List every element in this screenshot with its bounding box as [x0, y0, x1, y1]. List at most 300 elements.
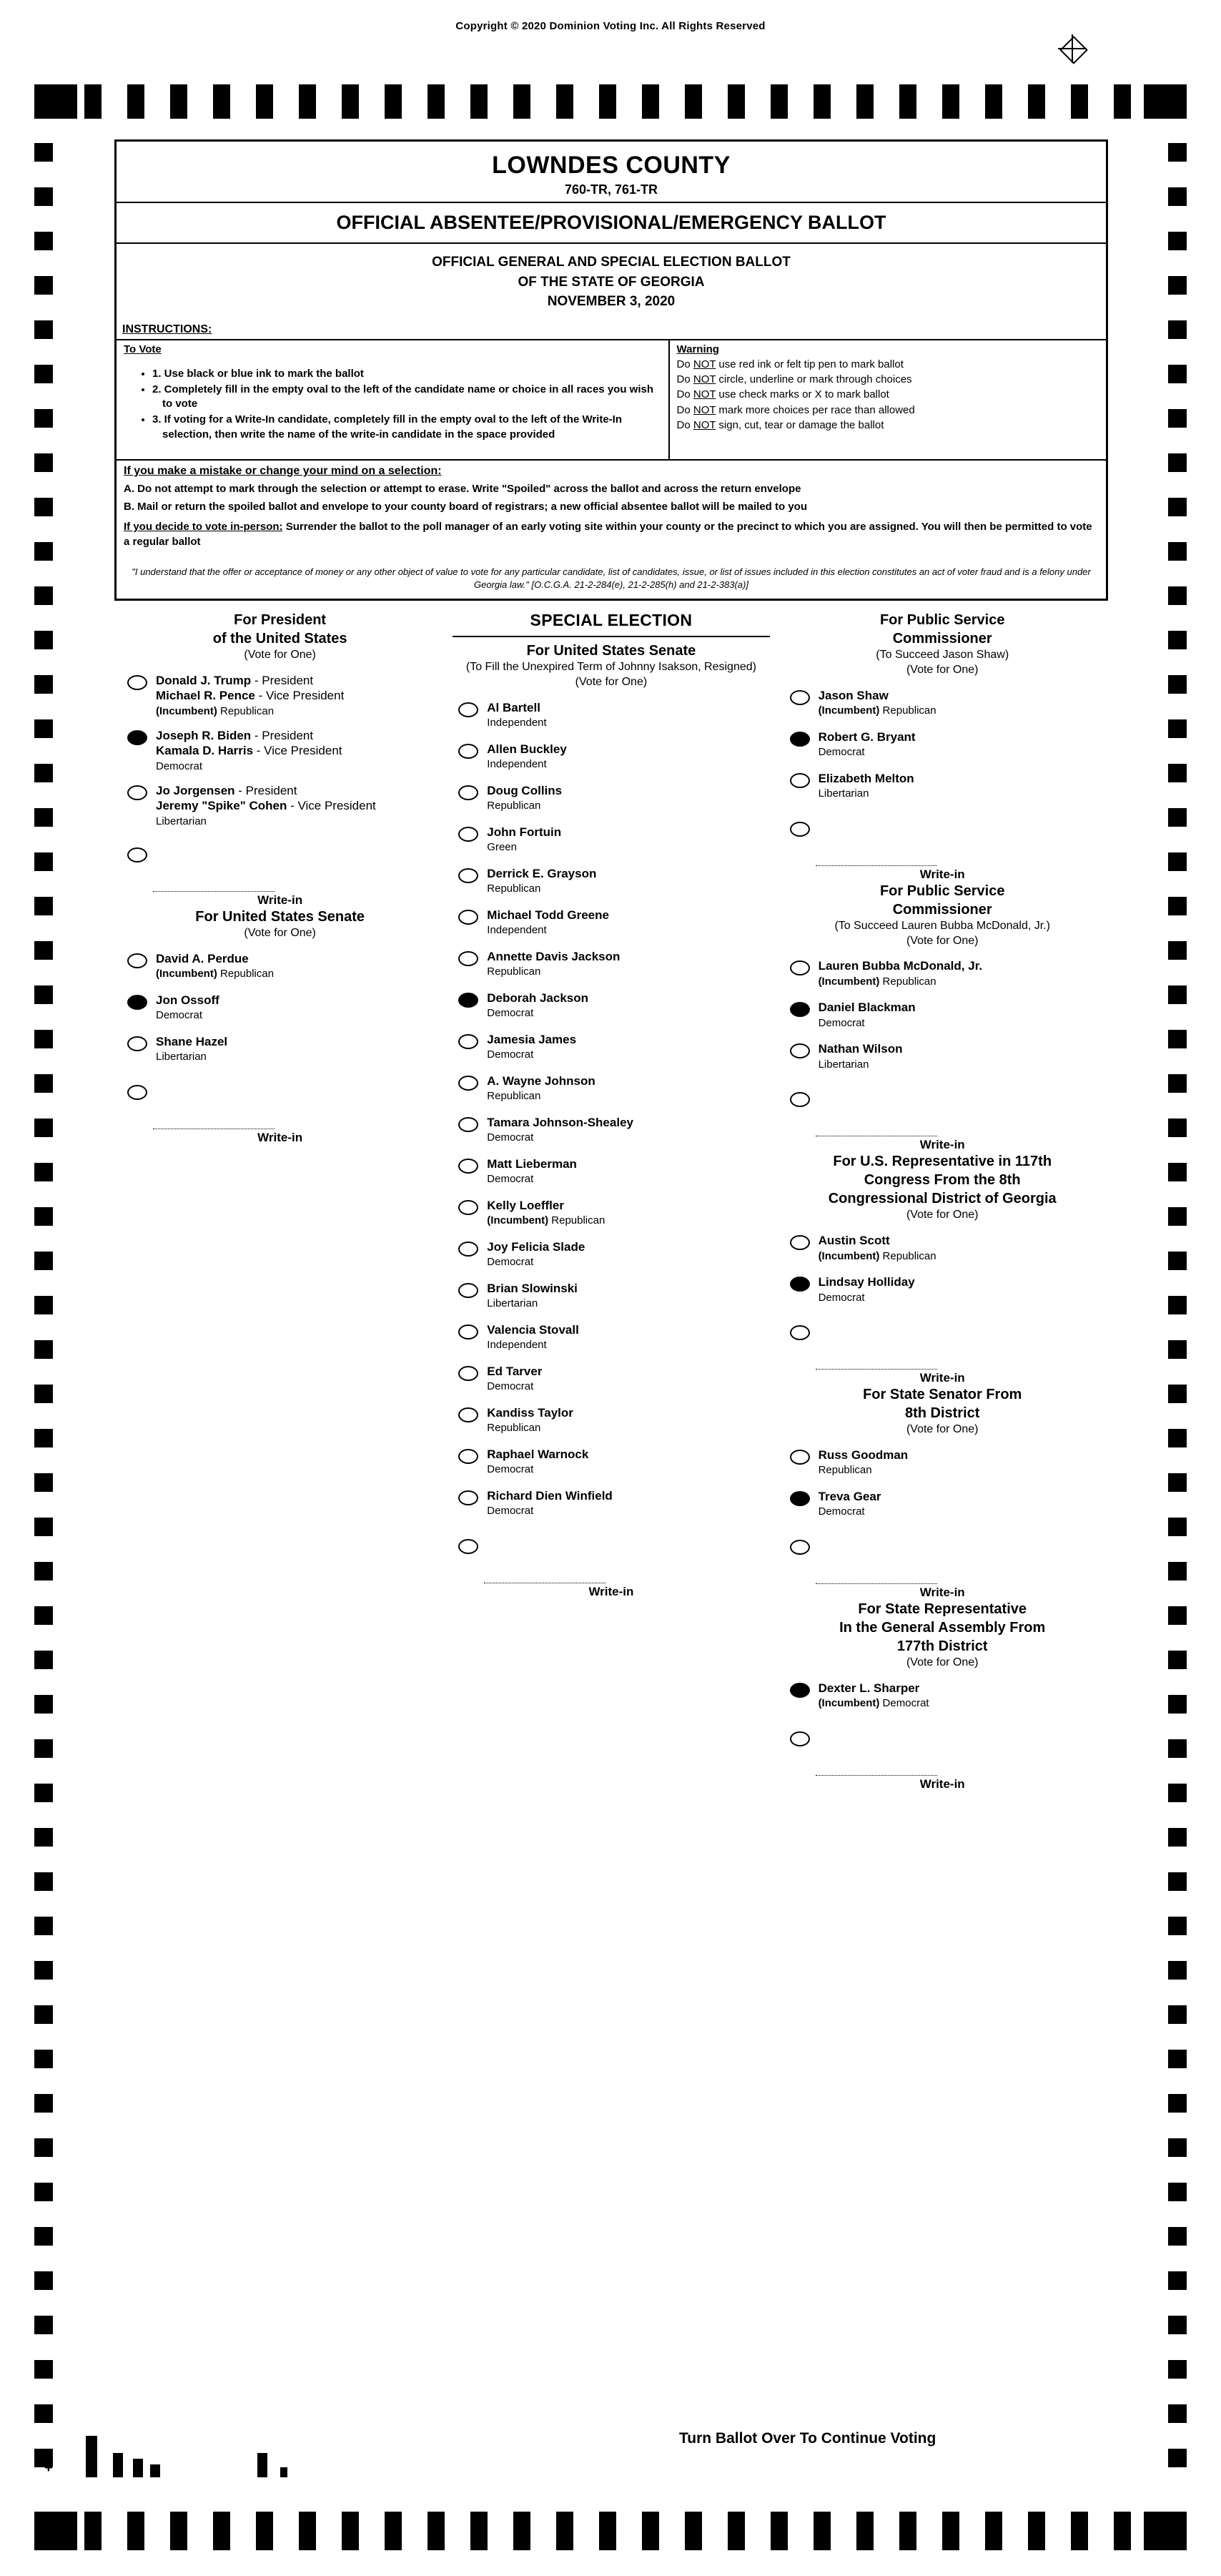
vote-oval[interactable] [458, 1407, 478, 1422]
candidate-option[interactable] [458, 898, 776, 939]
write-in-row[interactable] [790, 1313, 1108, 1355]
timing-mark [1168, 1784, 1187, 1802]
vote-oval[interactable] [790, 960, 810, 975]
candidate-party: Democrat [487, 1007, 534, 1020]
vote-oval[interactable] [458, 1034, 478, 1049]
candidate-party: Democrat [818, 1016, 865, 1029]
timing-mark [1168, 2050, 1187, 2068]
registration-mark-icon [1058, 34, 1087, 63]
vote-oval-filled[interactable] [790, 1491, 810, 1506]
write-in-label: Write-in [919, 1371, 965, 1385]
candidate-option[interactable] [790, 1264, 1108, 1306]
candidate-option[interactable] [127, 663, 445, 718]
candidate-party: Republican [818, 1464, 872, 1477]
timing-mark [728, 84, 745, 119]
candidate-name: Treva Gear [818, 1490, 881, 1504]
candidate-info [487, 1447, 588, 1477]
candidate-name: Lindsay Holliday [818, 1275, 915, 1289]
candidate-party: Democrat [156, 759, 203, 772]
candidate-option[interactable] [458, 1312, 776, 1354]
candidate-name: Dexter L. Sharper [818, 1681, 920, 1695]
write-in-row[interactable] [790, 1528, 1108, 1569]
write-in-row[interactable] [458, 1527, 776, 1568]
timing-mark [34, 1429, 53, 1447]
timing-mark [34, 1784, 53, 1802]
write-in-oval[interactable] [127, 847, 147, 862]
contest-header [784, 1600, 1101, 1671]
candidate-option[interactable] [458, 939, 776, 980]
candidate-name: Matt Lieberman [487, 1156, 577, 1171]
timing-mark [34, 985, 53, 1004]
timing-mark [34, 1606, 53, 1625]
timing-mark [34, 1030, 53, 1048]
vote-oval[interactable] [127, 785, 147, 800]
timing-mark [34, 941, 53, 960]
timing-mark [728, 2512, 745, 2550]
ballot-column-2 [445, 611, 776, 1791]
candidate-party: Democrat [487, 1463, 534, 1476]
to-vote-item-2: • 3. If voting for a Write-In candidate, completely fill in the empty oval to the left of the Write-In selection, then write the name of the write-in candidate in the space provided [152, 413, 661, 442]
timing-mark [1168, 631, 1187, 649]
write-in-input[interactable] [153, 1119, 275, 1129]
candidate-name: Ed Tarver [487, 1364, 543, 1378]
timing-mark [1168, 2227, 1187, 2246]
candidate-option[interactable] [458, 1354, 776, 1395]
contest-title: For State Senator From 8th District [863, 1387, 1022, 1422]
candidate-option[interactable] [127, 1024, 445, 1066]
timing-mark [34, 1074, 53, 1093]
candidate-info [819, 1000, 916, 1030]
timing-mark [34, 187, 53, 206]
timing-mark [427, 2512, 445, 2550]
candidate-option[interactable] [458, 1105, 776, 1146]
timing-mark [34, 2404, 53, 2423]
write-in-option[interactable] [777, 810, 1108, 882]
contest-header [122, 908, 438, 941]
candidate-party: Democrat [487, 1256, 534, 1269]
timing-mark [34, 2138, 53, 2157]
vote-oval[interactable] [127, 1036, 147, 1051]
candidate-info [156, 1034, 227, 1064]
contest-header [784, 611, 1101, 678]
write-in-input[interactable] [153, 881, 275, 892]
timing-mark [1168, 852, 1187, 871]
candidate-info [487, 1156, 577, 1186]
timing-mark [34, 1562, 53, 1580]
timing-mark [942, 2512, 959, 2550]
candidate-party: Independent [487, 924, 547, 937]
contest-instruction: (Vote for One) [244, 927, 316, 940]
timing-mark [34, 719, 53, 738]
vote-oval[interactable] [127, 675, 147, 690]
timing-mark [34, 1252, 53, 1270]
contest-title: For Public Service Commissioner [879, 883, 1005, 918]
write-in-option[interactable] [445, 1527, 776, 1599]
timing-mark [299, 2512, 316, 2550]
candidate-party: Democrat [818, 1291, 865, 1304]
contest-header [122, 611, 438, 663]
timing-mark [1168, 187, 1187, 206]
vote-oval-filled[interactable] [790, 732, 810, 747]
candidate-option[interactable] [458, 1395, 776, 1437]
write-in-label: Write-in [588, 1584, 634, 1598]
candidate-option[interactable] [458, 1271, 776, 1312]
candidate-name: David A. Perdue [156, 951, 249, 965]
timing-mark [1168, 409, 1187, 428]
candidate-option[interactable] [458, 856, 776, 898]
timing-mark [127, 84, 144, 119]
candidate-info [819, 1041, 903, 1071]
timing-mark [34, 1917, 53, 1935]
timing-mark [1168, 2316, 1187, 2334]
timing-mark [556, 2512, 573, 2550]
ballot-id-mark [133, 2459, 143, 2477]
timing-mark [34, 409, 53, 428]
to-vote-item-0: • 1. Use black or blue ink to mark the ballot [152, 367, 661, 381]
vote-oval[interactable] [127, 953, 147, 968]
contest-header [784, 1385, 1101, 1437]
timing-mark [1168, 985, 1187, 1004]
vote-oval[interactable] [458, 868, 478, 883]
vote-oval[interactable] [458, 744, 478, 759]
ballot-column-3 [777, 611, 1108, 1791]
write-in-oval[interactable] [458, 1539, 478, 1554]
vote-oval[interactable] [458, 1200, 478, 1215]
candidate-option[interactable] [790, 1671, 1108, 1712]
timing-mark [256, 84, 273, 119]
candidate-option[interactable] [790, 1223, 1108, 1264]
timing-mark [34, 1207, 53, 1226]
candidate-name: Brian Slowinski [487, 1281, 578, 1295]
vote-oval[interactable] [458, 1159, 478, 1174]
timing-mark [34, 1119, 53, 1137]
timing-mark [685, 2512, 702, 2550]
timing-mark [34, 1695, 53, 1714]
vote-oval[interactable] [458, 702, 478, 717]
candidate-name: Al Bartell [487, 700, 540, 714]
vote-oval[interactable] [458, 1076, 478, 1091]
timing-mark [34, 852, 53, 871]
contest-title: For United States Senate [195, 909, 365, 925]
write-in-option[interactable] [114, 835, 445, 908]
timing-mark [34, 2183, 53, 2201]
timing-mark [1157, 84, 1174, 119]
candidate-option[interactable] [458, 1146, 776, 1188]
timing-mark [1168, 232, 1187, 250]
vote-oval-filled[interactable] [127, 995, 147, 1010]
candidate-party: Libertarian [487, 1297, 538, 1310]
write-in-oval[interactable] [790, 1731, 810, 1746]
timing-mark [1071, 84, 1088, 119]
candidate-name: Russ Goodman [818, 1448, 909, 1462]
candidate-option[interactable] [458, 1229, 776, 1271]
candidate-name: Kandiss Taylor [487, 1405, 573, 1420]
candidate-info [487, 1032, 576, 1062]
timing-mark [34, 1739, 53, 1758]
write-in-row[interactable] [790, 1080, 1108, 1121]
vote-oval[interactable] [458, 1242, 478, 1257]
candidate-option[interactable] [790, 719, 1108, 761]
warning-box [670, 340, 1106, 459]
candidate-info [487, 1239, 585, 1269]
timing-mark [1168, 808, 1187, 827]
candidate-option[interactable] [458, 1022, 776, 1063]
timing-mark [34, 2316, 53, 2334]
vote-oval[interactable] [458, 785, 478, 800]
candidate-party: Libertarian [818, 787, 869, 800]
write-in-option[interactable] [114, 1073, 445, 1145]
candidate-party: Independent [487, 758, 547, 771]
write-in-input[interactable] [816, 1359, 937, 1370]
candidate-party: (Incumbent) Republican [156, 968, 275, 980]
vote-oval[interactable] [458, 1324, 478, 1339]
timing-mark [34, 1872, 53, 1891]
contest-columns [114, 611, 1108, 1791]
candidate-name: John Fortuin [487, 825, 562, 839]
timing-mark [34, 320, 53, 339]
county-name: LOWNDES COUNTY [492, 152, 731, 179]
timing-mark [34, 586, 53, 605]
candidate-option[interactable] [790, 761, 1108, 802]
candidate-name: Valencia Stovall [487, 1322, 579, 1337]
write-in-label: Write-in [919, 1776, 965, 1791]
timing-mark [427, 84, 445, 119]
vote-oval-filled[interactable] [127, 730, 147, 745]
timing-mark [856, 2512, 874, 2550]
timing-mark [599, 2512, 616, 2550]
write-in-oval[interactable] [790, 1325, 810, 1340]
candidate-option[interactable] [790, 948, 1108, 990]
candidate-option[interactable] [790, 678, 1108, 719]
write-in-option[interactable] [777, 1719, 1108, 1791]
candidate-option[interactable] [458, 980, 776, 1022]
candidate-option[interactable] [458, 815, 776, 856]
candidate-name: Kelly Loeffler [487, 1198, 564, 1212]
candidate-name: Donald J. Trump - President [156, 674, 314, 688]
write-in-option[interactable] [777, 1528, 1108, 1600]
mistake-option-b: B. Mail or return the spoiled ballot and envelope to your county board of registrars; a new official absentee ballot will be mailed to you [124, 501, 807, 513]
write-in-input[interactable] [816, 1573, 937, 1584]
candidate-option[interactable] [458, 732, 776, 773]
timing-mark [34, 675, 53, 694]
timing-mark [34, 1828, 53, 1847]
write-in-oval[interactable] [127, 1085, 147, 1100]
candidate-name: Jason Shaw [818, 688, 889, 702]
warning-list [677, 357, 1099, 433]
write-in-row[interactable] [127, 835, 445, 877]
vote-oval[interactable] [790, 1235, 810, 1250]
candidate-info [487, 783, 562, 813]
contest-title: For President of the United States [212, 612, 347, 647]
write-in-label: Write-in [919, 1138, 965, 1152]
candidate-name: Allen Buckley [487, 742, 567, 756]
candidate-party: Independent [487, 717, 547, 729]
candidate-name: Raphael Warnock [487, 1447, 589, 1461]
candidate-party: (Incumbent) Democrat [818, 1697, 929, 1710]
candidate-info [487, 990, 588, 1021]
timing-mark [1168, 2360, 1187, 2379]
candidate-party: (Incumbent) Republican [818, 704, 936, 717]
timing-mark [34, 1961, 53, 1980]
candidate-name: Michael Todd Greene [487, 908, 609, 922]
timing-mark [1168, 1562, 1187, 1580]
candidate-option[interactable] [127, 718, 445, 773]
candidate-info [819, 688, 936, 718]
ballot-id-mark [113, 2453, 123, 2477]
vote-oval-filled[interactable] [458, 993, 478, 1008]
timing-mark [1114, 2512, 1131, 2550]
candidate-info [819, 1681, 929, 1711]
vote-oval-filled[interactable] [790, 1277, 810, 1292]
write-in-oval[interactable] [790, 822, 810, 837]
timing-mark [34, 764, 53, 782]
timing-mark [1168, 1385, 1187, 1403]
candidate-info [819, 1489, 881, 1519]
candidate-option[interactable] [458, 1437, 776, 1478]
candidate-option[interactable] [127, 941, 445, 983]
candidate-party: Green [487, 841, 517, 854]
timing-mark [34, 897, 53, 915]
write-in-oval[interactable] [790, 1540, 810, 1555]
candidate-option[interactable] [127, 983, 445, 1024]
candidate-option[interactable] [458, 1188, 776, 1229]
timing-mark [34, 453, 53, 472]
candidate-info [819, 1233, 936, 1263]
ballot-content [114, 139, 1108, 1791]
timing-mark [1168, 1917, 1187, 1935]
timing-mark [34, 1340, 53, 1359]
write-in-option[interactable] [777, 1080, 1108, 1152]
write-in-option[interactable] [777, 1313, 1108, 1385]
candidate-option[interactable] [790, 990, 1108, 1031]
in-person-text: Surrender the ballot to the poll manager of an early voting site within your county or the precinct to which you are assigned. You will then be permitted to vote a regular ballot [124, 521, 1092, 548]
vote-oval[interactable] [790, 773, 810, 788]
timing-mark [1168, 1739, 1187, 1758]
mistake-title: If you make a mistake or change your mind on a selection: [124, 464, 442, 477]
vote-oval[interactable] [458, 1449, 478, 1464]
timing-mark [34, 542, 53, 561]
timing-mark [1168, 586, 1187, 605]
candidate-option[interactable] [790, 1031, 1108, 1073]
contest-instruction: (Vote for One) [906, 1656, 979, 1669]
candidate-info [819, 771, 914, 801]
write-in-row[interactable] [790, 810, 1108, 851]
candidate-name: Joy Felicia Slade [487, 1239, 585, 1254]
timing-mark [1168, 2404, 1187, 2423]
write-in-input[interactable] [816, 1126, 937, 1136]
write-in-oval[interactable] [790, 1092, 810, 1107]
candidate-option[interactable] [458, 1478, 776, 1520]
contest-title: For State Representative In the General Assembly From 177th District [839, 1601, 1046, 1655]
ballot-subtitle-line1: OFFICIAL GENERAL AND SPECIAL ELECTION BALLOT [432, 255, 791, 270]
candidate-option[interactable] [790, 1437, 1108, 1479]
timing-marks-left [34, 143, 53, 2493]
contest-instruction: (Vote for One) [906, 1423, 979, 1436]
timing-mark [256, 2512, 273, 2550]
ballot-subtitle [117, 244, 1106, 320]
candidate-name: Tamara Johnson-Shealey [487, 1115, 633, 1129]
write-in-input[interactable] [484, 1573, 605, 1583]
timing-mark [34, 631, 53, 649]
write-in-input[interactable] [816, 855, 937, 866]
write-in-row[interactable] [790, 1719, 1108, 1761]
vote-oval[interactable] [790, 1043, 810, 1058]
timing-mark [856, 84, 874, 119]
candidate-info [487, 825, 561, 855]
timing-mark [299, 84, 316, 119]
vote-oval[interactable] [458, 1490, 478, 1505]
candidate-info [487, 1073, 595, 1103]
candidate-info [819, 958, 983, 988]
vote-oval[interactable] [458, 1366, 478, 1381]
timing-mark [599, 84, 616, 119]
mistake-option-a: A. Do not attempt to mark through the selection or attempt to erase. Write "Spoiled" across the ballot and across the return envelope [124, 482, 801, 495]
timing-mark [1168, 1119, 1187, 1137]
contest-instruction: (Vote for One) [906, 1209, 979, 1221]
timing-mark [899, 2512, 916, 2550]
candidate-info [156, 673, 344, 718]
special-election-heading: SPECIAL ELECTION [530, 611, 693, 630]
candidate-info [487, 1488, 613, 1518]
timing-mark [1168, 1695, 1187, 1714]
timing-mark [342, 2512, 359, 2550]
vote-oval[interactable] [790, 1450, 810, 1465]
candidate-option[interactable] [127, 773, 445, 828]
write-in-input[interactable] [816, 1765, 937, 1776]
timing-mark [470, 2512, 488, 2550]
county-header [117, 142, 1106, 202]
candidate-option[interactable] [458, 1063, 776, 1105]
write-in-row[interactable] [127, 1073, 445, 1114]
vote-oval[interactable] [458, 910, 478, 925]
timing-mark [34, 1518, 53, 1536]
running-mate-name: Kamala D. Harris - Vice President [156, 744, 342, 758]
candidate-party: (Incumbent) Republican [818, 1249, 936, 1262]
timing-mark [34, 808, 53, 827]
warning-item-0: Do NOT use red ink or felt tip pen to mark ballot [676, 358, 904, 370]
timing-mark [1168, 2449, 1187, 2467]
candidate-info [487, 742, 567, 772]
timing-mark [1168, 498, 1187, 516]
candidate-option[interactable] [790, 1479, 1108, 1520]
timing-mark [1168, 276, 1187, 295]
warning-item-2: Do NOT use check marks or X to mark ballot [676, 388, 889, 401]
vote-oval[interactable] [458, 951, 478, 966]
vote-oval[interactable] [458, 1117, 478, 1132]
contest-title: For Public Service Commissioner [879, 612, 1005, 647]
timing-mark [385, 84, 402, 119]
candidate-info [487, 908, 609, 938]
candidate-party: Libertarian [818, 1058, 869, 1071]
candidate-info [487, 1405, 573, 1435]
vote-oval-filled[interactable] [790, 1002, 810, 1017]
vote-oval[interactable] [458, 1283, 478, 1298]
timing-mark [34, 498, 53, 516]
timing-mark [1168, 675, 1187, 694]
timing-mark [1168, 1429, 1187, 1447]
to-vote-box [117, 340, 670, 459]
vote-oval[interactable] [458, 827, 478, 842]
timing-mark [1168, 320, 1187, 339]
write-in-label: Write-in [257, 893, 303, 908]
vote-oval[interactable] [790, 690, 810, 705]
timing-mark [1071, 2512, 1088, 2550]
candidate-option[interactable] [458, 690, 776, 732]
vote-oval-filled[interactable] [790, 1683, 810, 1698]
candidate-option[interactable] [458, 773, 776, 815]
timing-mark [1168, 1473, 1187, 1492]
timing-mark [513, 2512, 530, 2550]
